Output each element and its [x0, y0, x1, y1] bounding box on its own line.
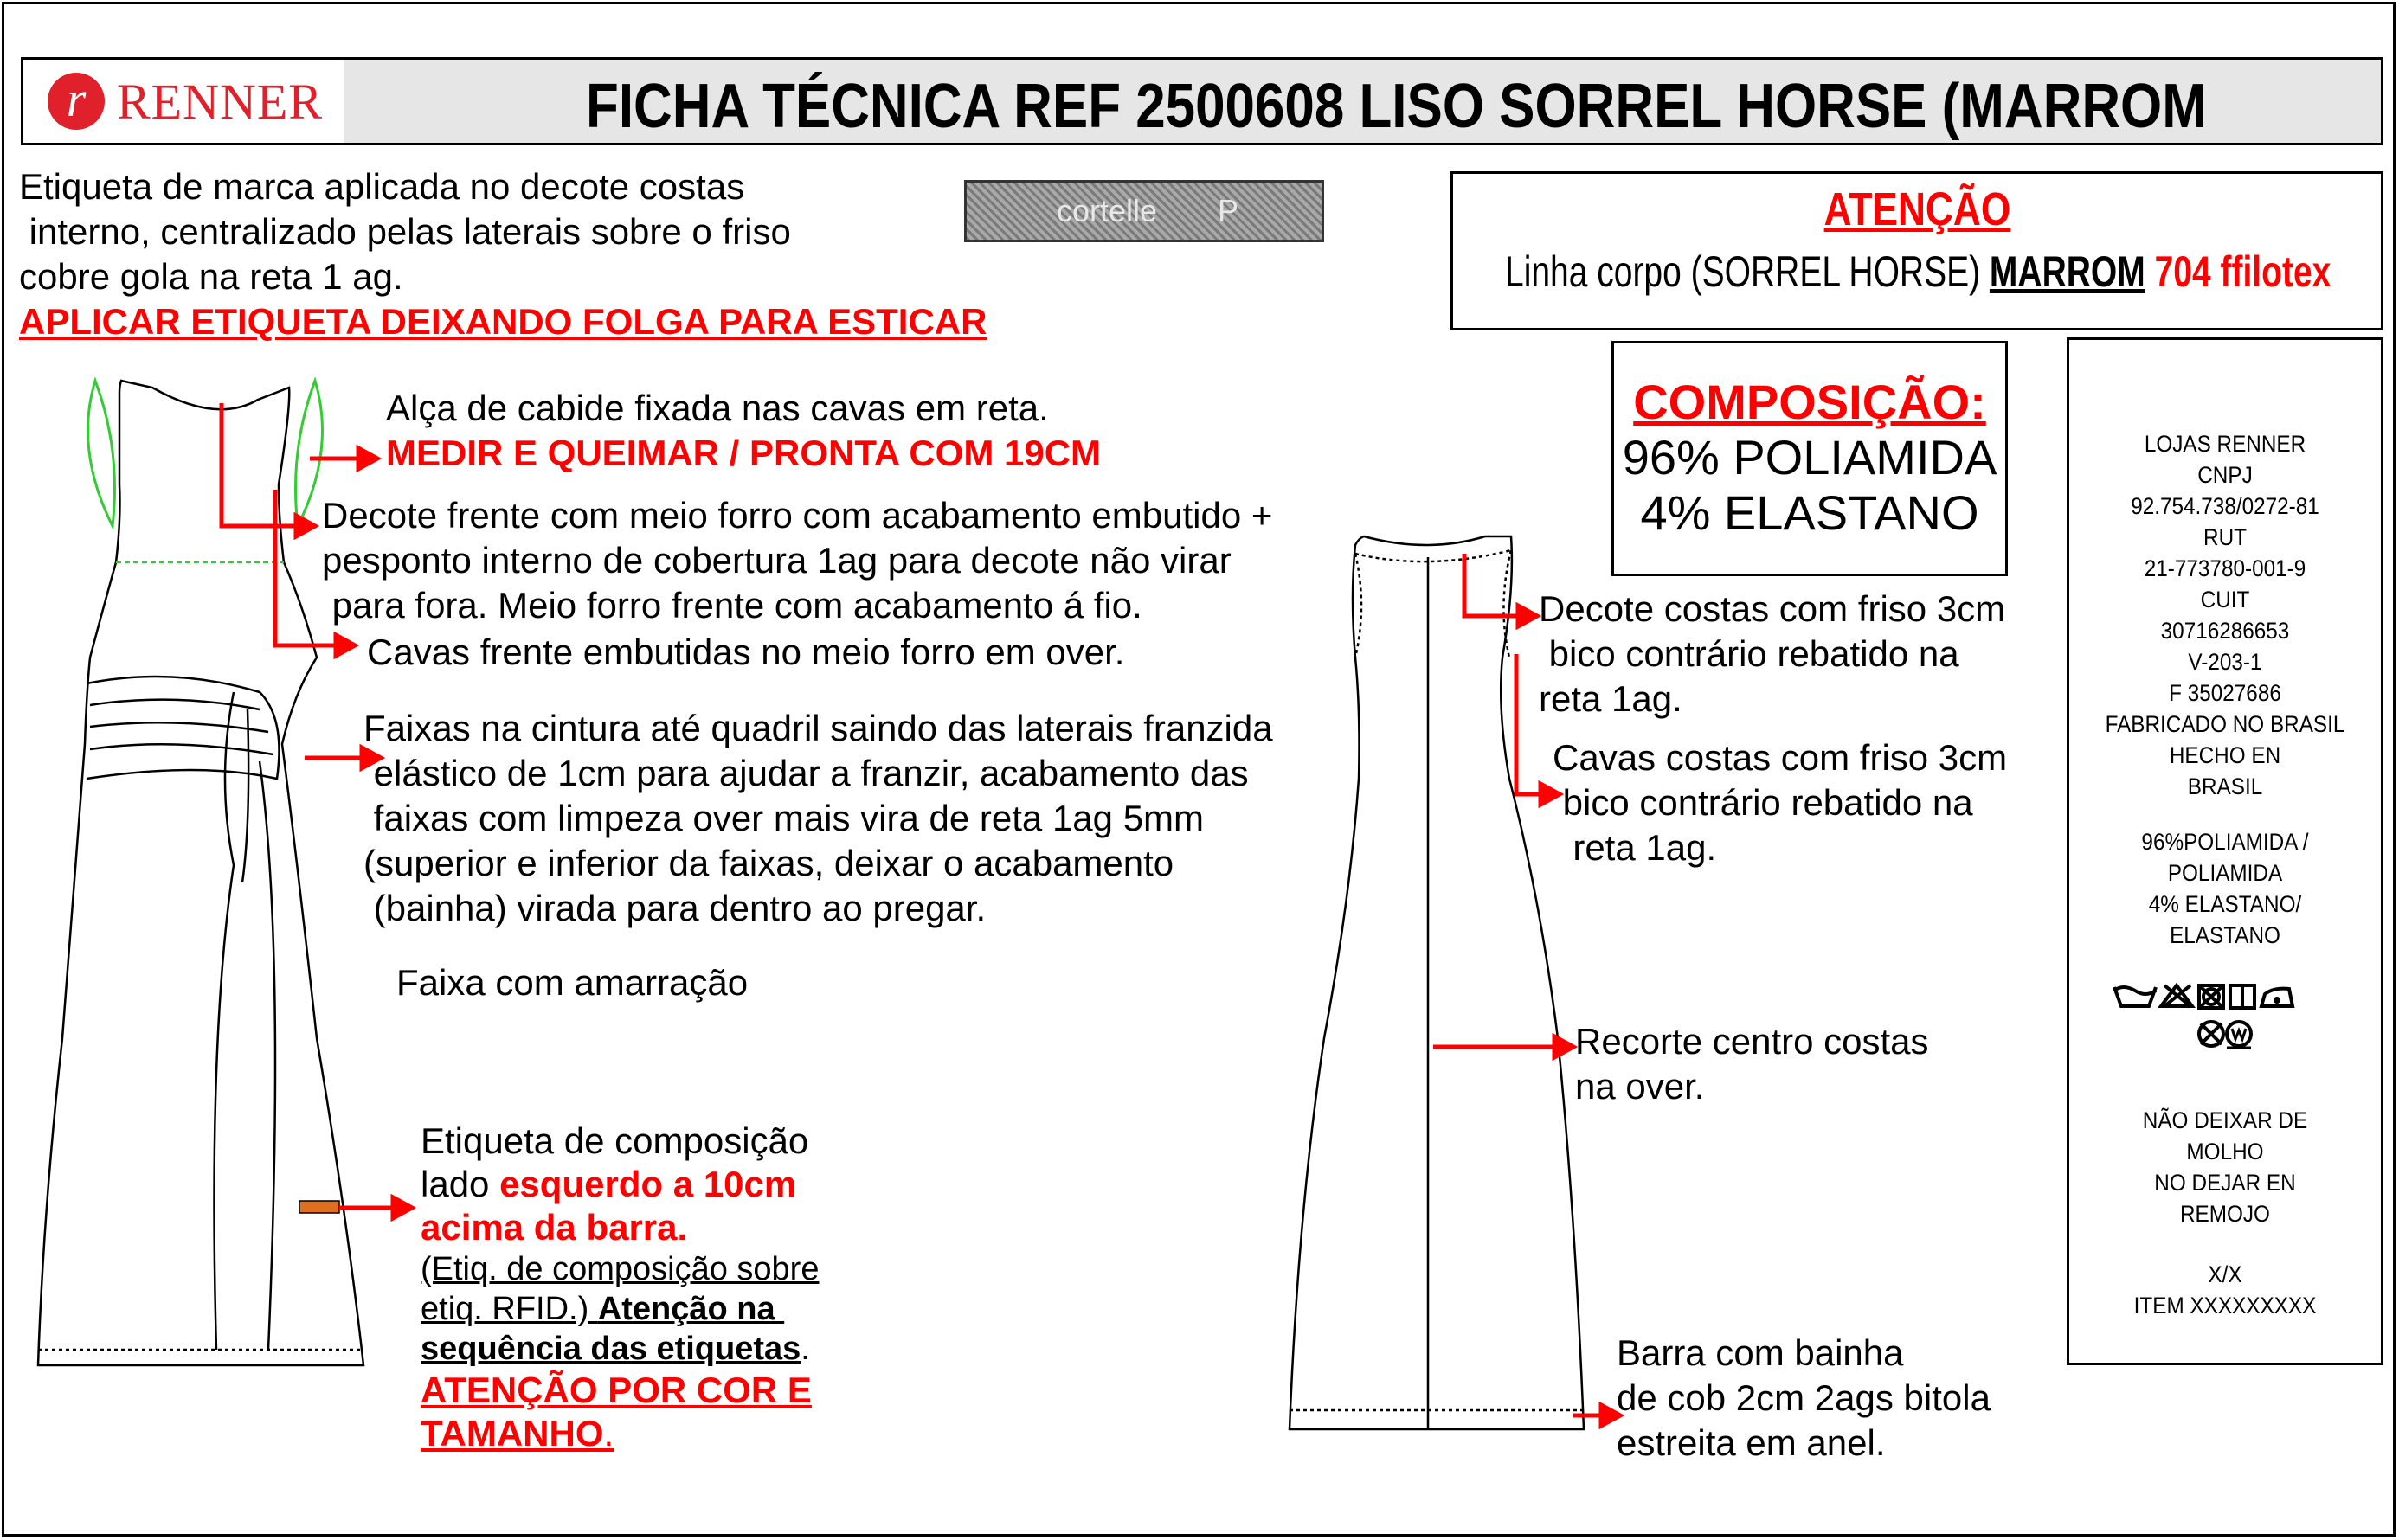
- arrow-head-icon: [296, 516, 315, 536]
- back-neckline-note: [1539, 587, 2005, 722]
- hanger-measure: MEDIR E QUEIMAR / PRONTA COM 19CM: [386, 433, 1102, 473]
- back-neckline-line: Decote costas com friso 3cm: [1539, 588, 2006, 629]
- arrow-head-icon: [336, 635, 355, 656]
- neckline-line: pesponto interno de cobertura 1ag para decote não virar: [322, 540, 1232, 581]
- back-armhole-line: Cavas costas com friso 3cm: [1553, 737, 2008, 778]
- arrow-head-icon: [1554, 1036, 1573, 1057]
- back-armhole-line: reta 1ag.: [1553, 827, 1717, 868]
- neckline-note: [322, 493, 1272, 628]
- attention-title: ATENÇÃO: [1823, 183, 2010, 235]
- comp-note-color-size: ATENÇÃO POR COR E: [421, 1370, 812, 1410]
- care-line: CNPJ: [2197, 462, 2253, 488]
- hanger-note: [386, 386, 1101, 476]
- brand-label-line: Etiqueta de marca aplicada no decote costas: [19, 166, 745, 207]
- comp-note-sequence: sequência das etiquetas: [421, 1331, 801, 1367]
- care-line: 21-773780-001-9: [2144, 555, 2306, 581]
- right-hanger-strap: [296, 381, 323, 526]
- brand-label-line: cobre gola na reta 1 ag.: [19, 256, 403, 297]
- comp-note-above-hem: acima da barra.: [421, 1207, 688, 1248]
- arrow-head-icon: [393, 1197, 412, 1218]
- care-line: 30716286653: [2160, 618, 2290, 644]
- care-line: 4% ELASTANO/: [2148, 891, 2302, 917]
- care-line: MOLHO: [2186, 1139, 2264, 1165]
- logo-mark: r: [48, 73, 105, 130]
- care-line: F 35027686: [2169, 680, 2281, 706]
- hem-line: estreita em anel.: [1617, 1422, 1886, 1463]
- care-line: REMOJO: [2180, 1201, 2270, 1227]
- left-hanger-strap: [88, 381, 115, 526]
- bands-line: (superior e inferior da faixas, deixar o acabamento: [363, 843, 1174, 883]
- back-neckline-line: bico contrário rebatido na: [1539, 633, 1959, 674]
- neckline-line: para fora. Meio forro frente com acabamento á fio.: [322, 585, 1142, 626]
- thread-code: 704 ffilotex: [2154, 247, 2331, 296]
- center-seam-line: Recorte centro costas: [1575, 1021, 1929, 1062]
- composition-label-note: [421, 1120, 819, 1455]
- tie-note: Faixa com amarração: [396, 962, 749, 1003]
- bands-note: [363, 706, 1273, 931]
- composition-line: 96% POLIAMIDA: [1622, 430, 1997, 484]
- arrow-head-icon: [358, 448, 377, 469]
- care-line: CUIT: [2200, 587, 2250, 613]
- brand-tag-size: P: [1218, 193, 1239, 228]
- comp-note-attention: Atenção na: [597, 1291, 785, 1327]
- comp-note-side: lado: [421, 1164, 500, 1204]
- care-line: FABRICADO NO BRASIL: [2105, 711, 2345, 737]
- back-armhole-line: bico contrário rebatido na: [1553, 782, 1973, 823]
- arrow-back-neckline: [1464, 554, 1523, 616]
- comp-note-line: Etiqueta de composição: [421, 1120, 809, 1161]
- neckline-line: Decote frente com meio forro com acabamento embutido +: [322, 495, 1273, 536]
- care-line: HECHO EN: [2169, 742, 2281, 768]
- hem-note: [1617, 1331, 1991, 1466]
- care-line: ITEM XXXXXXXXX: [2133, 1293, 2317, 1319]
- comp-note-position: esquerdo a 10cm: [499, 1164, 797, 1204]
- care-line: 92.754.738/0272-81: [2131, 493, 2319, 519]
- care-line: RUT: [2203, 524, 2247, 550]
- center-seam-note: [1575, 1019, 1929, 1109]
- armhole-note: Cavas frente embutidas no meio forro em over.: [367, 632, 1125, 672]
- center-seam-line: na over.: [1575, 1066, 1705, 1107]
- care-line: NO DEJAR EN: [2154, 1170, 2296, 1196]
- bands-line: elástico de 1cm para ajudar a franzir, acabamento das: [363, 753, 1249, 793]
- comp-note-rfid: (Etiq. de composição sobre: [421, 1251, 820, 1287]
- hem-line: Barra com bainha: [1617, 1332, 1904, 1373]
- care-line: POLIAMIDA: [2167, 860, 2283, 886]
- care-line: ELASTANO: [2170, 922, 2280, 948]
- care-line: 96%POLIAMIDA /: [2141, 829, 2309, 855]
- brand-tag-name: cortelle: [1057, 193, 1158, 228]
- care-line: BRASIL: [2187, 773, 2263, 799]
- back-neckline-line: reta 1ag.: [1539, 678, 1682, 719]
- care-line: LOJAS RENNER: [2144, 431, 2306, 457]
- back-armhole-note: [1553, 735, 2007, 870]
- page-title: FICHA TÉCNICA REF 2500608 LISO SORREL HORSE (MARROM: [586, 72, 2207, 141]
- hem-line: de cob 2cm 2ags bitola: [1617, 1377, 1991, 1418]
- arrow-head-icon: [1518, 606, 1537, 626]
- comp-note-rfid2: etiq. RFID.): [421, 1291, 598, 1327]
- composition-label-marker: [299, 1201, 339, 1213]
- bands-line: Faixas na cintura até quadril saindo das laterais franzida: [363, 708, 1273, 748]
- comp-note-period: .: [603, 1413, 614, 1453]
- comp-note-period: .: [801, 1331, 810, 1367]
- logo-wordmark: RENNER: [117, 73, 323, 130]
- thread-line-prefix: Linha corpo (SORREL HORSE): [1505, 247, 1990, 296]
- care-line: NÃO DEIXAR DE: [2142, 1107, 2308, 1133]
- bands-line: faixas com limpeza over mais vira de reta 1ag 5mm: [363, 798, 1205, 838]
- composition-line: 4% ELASTANO: [1640, 485, 1979, 540]
- composition-title: COMPOSIÇÃO:: [1633, 375, 1986, 429]
- brand-label-warning: APLICAR ETIQUETA DEIXANDO FOLGA PARA ESTICAR: [19, 301, 987, 342]
- bands-line: (bainha) virada para dentro ao pregar.: [363, 888, 987, 928]
- brand-label-line: interno, centralizado pelas laterais sobre o friso: [19, 211, 791, 252]
- thread-color: MARROM: [1989, 247, 2145, 296]
- care-line: X/X: [2208, 1261, 2242, 1287]
- comp-note-size: TAMANHO: [421, 1413, 604, 1453]
- hanger-text: Alça de cabide fixada nas cavas em reta.: [386, 388, 1049, 428]
- care-line: V-203-1: [2188, 649, 2262, 675]
